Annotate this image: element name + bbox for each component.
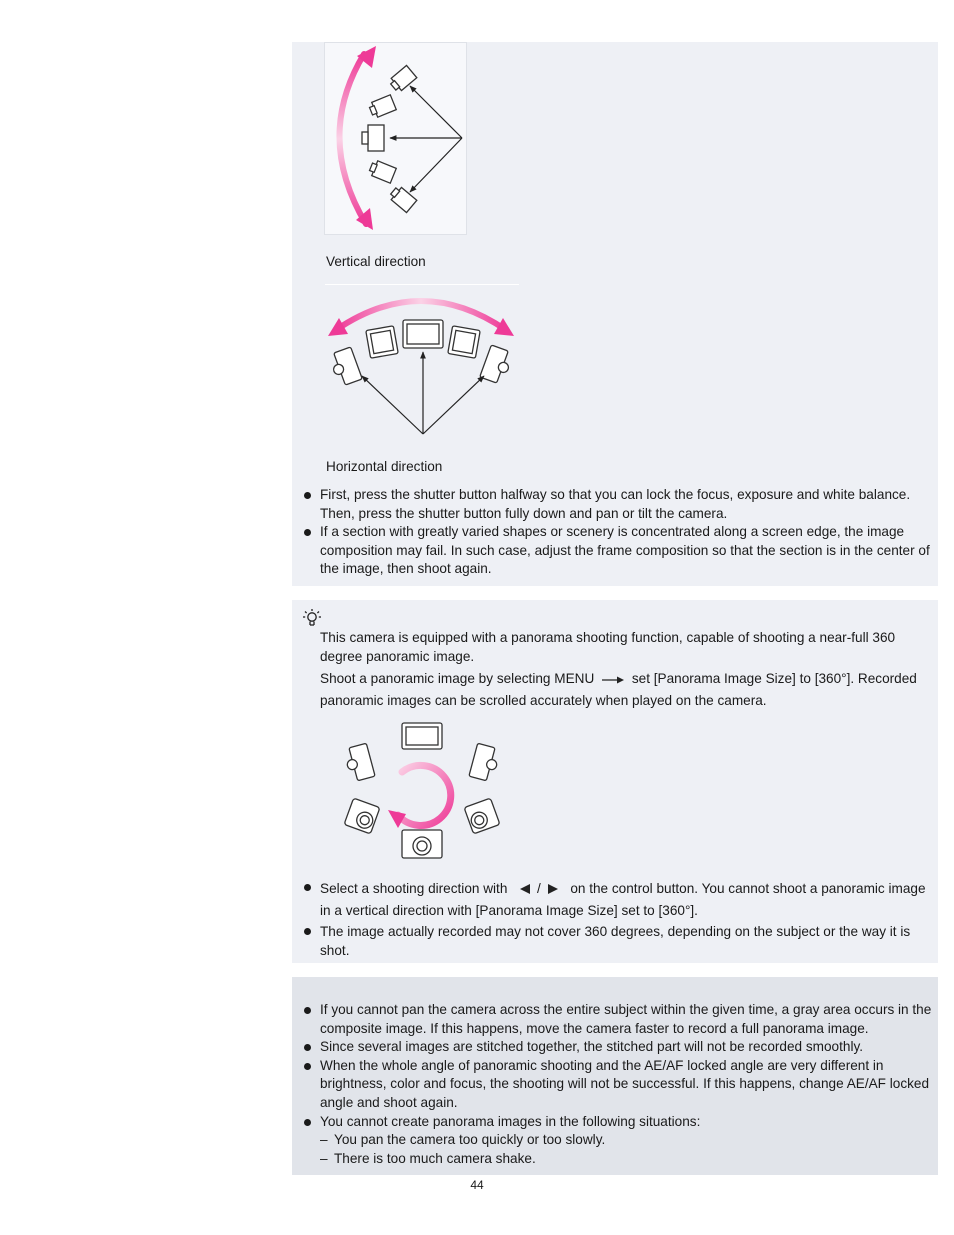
arrow-right-icon (602, 676, 624, 684)
list-item: The image actually recorded may not cover 360 degrees, depending on the subject or the way it is shot. (302, 922, 932, 960)
list-item: When the whole angle of panoramic shooting and the AE/AF locked angle are very different in brightness, color and focus, the shooting will not be successful. If this happens, change AE/AF locked angle and shoot again. (302, 1057, 932, 1113)
lightbulb-icon (302, 608, 322, 628)
sub-list-item: – There is too much camera shake. (320, 1150, 932, 1169)
shooting-tips-list (302, 486, 932, 579)
list-item: Select a shooting direction with / on the control button. You cannot shoot a panoramic image in a vertical direction with [Panorama Image Size] set to [360°]. (302, 878, 932, 922)
vertical-direction-illustration (324, 42, 469, 237)
vertical-direction-caption: Vertical direction (326, 254, 426, 269)
right-triangle-icon (547, 883, 559, 895)
hint-text-line2-start: Shoot a panoramic image by selecting MENU (320, 671, 595, 687)
horizontal-direction-caption: Horizontal direction (326, 459, 443, 474)
left-triangle-icon (519, 883, 531, 895)
hint-panel (292, 600, 938, 963)
caption-divider (325, 284, 519, 285)
horizontal-direction-illustration (326, 286, 516, 438)
notes-panel (292, 977, 938, 1175)
notes-list (302, 1001, 932, 1168)
panorama-tips-panel (292, 42, 938, 586)
sub-list-item: – You pan the camera too quickly or too slowly. (320, 1131, 932, 1150)
list-item: If you cannot pan the camera across the entire subject within the given time, a gray area occurs in the composite image. If this happens, move the camera faster to record a full panorama image. (302, 1001, 932, 1038)
list-item: If a section with greatly varied shapes or scenery is concentrated along a screen edge, the image composition may fail. In such case, adjust the frame composition so that the section is in the center of the image, then shoot again. (302, 523, 932, 579)
list-item: First, press the shutter button halfway so that you can lock the focus, exposure and white balance. Then, press the shutter button fully down and pan or tilt the camera. (302, 486, 932, 523)
hint-bullets-list (302, 878, 932, 960)
panorama-360-illustration (344, 720, 500, 864)
hint-text-line1: This camera is equipped with a panorama shooting function, capable of shooting a near-full 360 degree panoramic image. (320, 630, 896, 664)
list-item: You cannot create panorama images in the following situations: – You pan the camera too quickly or too slowly. – There is too much camera shake. (302, 1113, 932, 1169)
list-item: Since several images are stitched together, the stitched part will not be recorded smoothly. (302, 1038, 932, 1057)
hint-text-line2-end: set [Panorama Image Size] to [360°]. Recorded panoramic images can be scrolled accurately when played on the camera. (320, 671, 917, 709)
page-number: 44 (470, 1178, 484, 1192)
